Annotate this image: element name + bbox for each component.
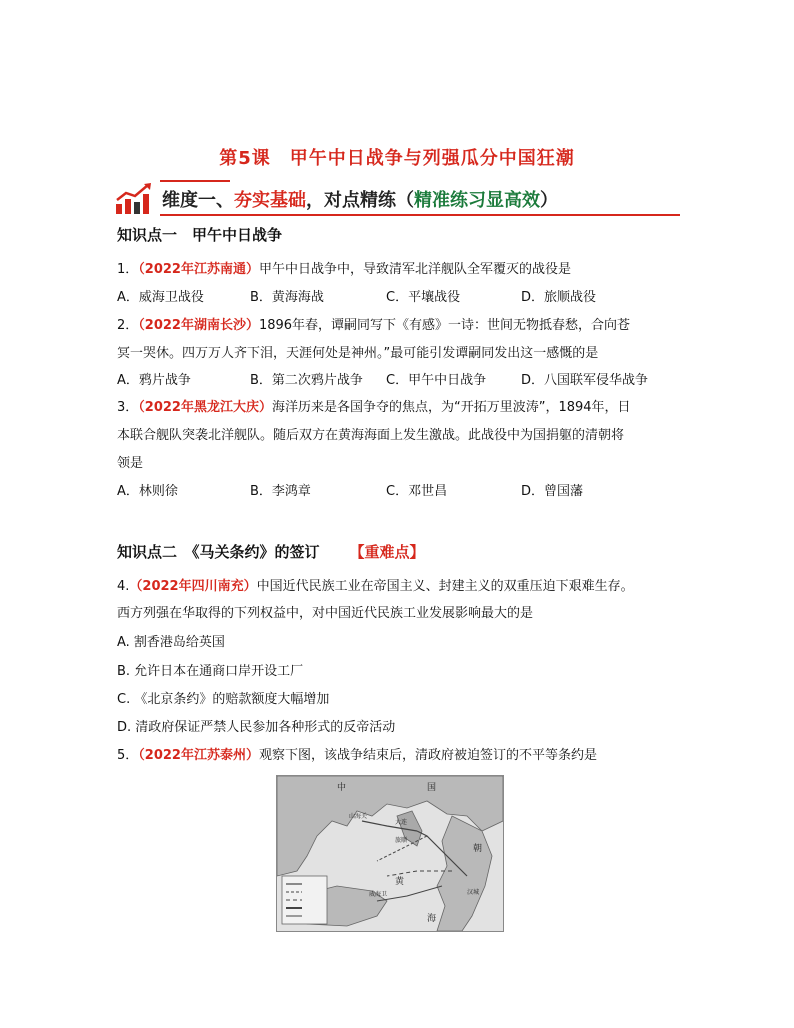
question-source: （2022年湖南长沙） (138, 318, 259, 333)
question-number: 1． (117, 262, 139, 277)
option-d: D. 清政府保证严禁人民参加各种形式的反帝活动 (117, 720, 396, 735)
map-label-hai: 海 (427, 914, 437, 924)
option-c: C. 《北京条约》的赔款额度大幅增加 (117, 692, 330, 707)
banner-top-rule (160, 180, 230, 182)
banner-part4: 精准练习显高效 (414, 190, 540, 211)
map-label-shanhaiguan: 山海关 (349, 813, 368, 820)
option-b: B．黄海海战 (250, 290, 324, 305)
question-text: 1896年春，谭嗣同写下《有感》一诗：世间无物抵春愁，合向苍 (258, 318, 631, 333)
banner-part5: ） (540, 190, 558, 211)
option-c: C．甲午中日战争 (386, 373, 487, 388)
question-3-line-3: 领是 (117, 456, 144, 471)
question-text: 中国近代民族工业在帝国主义、封建主义的双重压迫下艰难生存。 (256, 579, 634, 594)
question-text: 甲午中日战争中，导致清军北洋舰队全军覆灭的战役是 (258, 262, 571, 277)
knowledge-point-2-label: 知识点二 《马关条约》的签订 (117, 543, 320, 561)
knowledge-point-1-heading: 知识点一 甲午中日战争 (117, 226, 283, 244)
map-label-zhong: 中 (337, 783, 347, 793)
question-3 (117, 396, 631, 415)
option-b: B. 允许日本在通商口岸开设工厂 (117, 664, 304, 679)
question-2 (117, 314, 630, 333)
banner-part1: 维度一、 (162, 190, 234, 211)
key-difficulty-tag: 【重难点】 (349, 543, 425, 561)
question-text: 观察下图，该战争结束后，清政府被迫签订的不平等条约是 (258, 748, 597, 763)
war-map (277, 776, 503, 931)
question-source: （2022年四川南充） (129, 579, 257, 594)
question-text: 海洋历来是各国争夺的焦点，为“开拓万里波涛”，1894年，日 (271, 400, 631, 415)
option-d: D．八国联军侵华战争 (521, 373, 649, 388)
map-label-dalian: 大连 (395, 819, 408, 826)
map-label-lushun: 旅顺 (395, 837, 408, 844)
banner-part3: ，对点精练（ (306, 190, 414, 211)
option-d: D．曾国藩 (521, 484, 584, 499)
banner-heading (162, 186, 558, 212)
section-banner (114, 180, 678, 216)
option-c: C．邓世昌 (386, 484, 448, 499)
question-4 (117, 575, 634, 594)
banner-part2: 夯实基础 (234, 190, 306, 211)
option-b: B．第二次鸦片战争 (250, 373, 363, 388)
map-label-chao: 朝 (473, 844, 483, 854)
map-label-huang: 黄 (395, 877, 405, 887)
question-source: （2022年江苏泰州） (138, 748, 259, 763)
question-2-line-2: 冥一哭休。四万万人齐下泪，天涯何处是神州。”最可能引发谭嗣同发出这一感慨的是 (117, 346, 599, 361)
question-number: 3． (117, 400, 139, 415)
question-3-line-2: 本联合舰队突袭北洋舰队。随后双方在黄海海面上发生激战。此战役中为国捐躯的清朝将 (117, 428, 625, 443)
question-source: （2022年江苏南通） (138, 262, 259, 277)
banner-bottom-rule (160, 214, 680, 216)
map-label-weihaiwei: 威海卫 (369, 891, 388, 898)
question-source: （2022年黑龙江大庆） (138, 400, 272, 415)
option-a: A. 割香港岛给英国 (117, 635, 225, 650)
chart-growth-icon (114, 182, 154, 216)
option-a: A．威海卫战役 (117, 290, 204, 305)
map-label-guo: 国 (427, 783, 437, 793)
question-number: 4. (117, 579, 130, 594)
war-map-figure (276, 775, 504, 932)
question-number: 2． (117, 318, 139, 333)
option-a: A．林则徐 (117, 484, 178, 499)
option-b: B．李鸿章 (250, 484, 311, 499)
option-c: C．平壤战役 (386, 290, 461, 305)
question-1 (117, 258, 571, 277)
question-5 (117, 744, 597, 763)
map-label-hancheng: 汉城 (467, 889, 480, 896)
knowledge-point-2-heading (117, 541, 425, 562)
page-title: 第5课 甲午中日战争与列强瓜分中国狂潮 (219, 148, 575, 169)
option-d: D．旅顺战役 (521, 290, 597, 305)
question-number: 5． (117, 748, 139, 763)
option-a: A．鸦片战争 (117, 373, 191, 388)
question-4-line-2: 西方列强在华取得的下列权益中，对中国近代民族工业发展影响最大的是 (117, 606, 534, 621)
